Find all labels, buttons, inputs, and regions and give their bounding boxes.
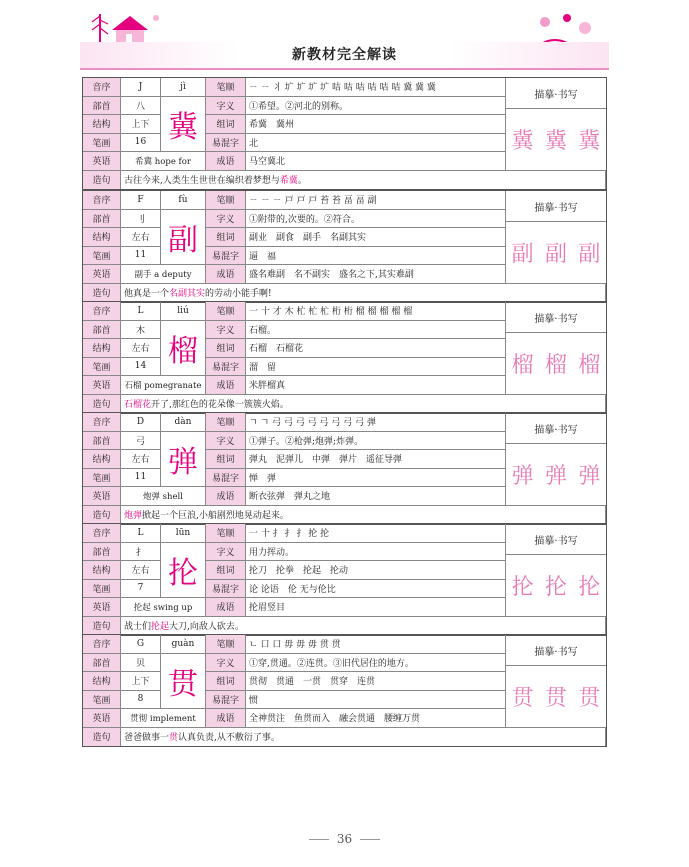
- structure-label: 结构: [83, 561, 121, 580]
- trace-character: 弹: [511, 463, 534, 489]
- english-label: 英语: [83, 265, 121, 284]
- character-entry: [82, 412, 607, 525]
- confusable-label: 易混字: [206, 469, 246, 488]
- sentence-text: 。: [297, 176, 307, 187]
- sentence-value: [121, 728, 606, 747]
- page-number-text: 36: [336, 832, 353, 846]
- character-entry: [82, 634, 607, 747]
- trace-title: 描摹·书写: [506, 78, 606, 109]
- trace-character: 抡: [511, 574, 534, 600]
- confusable-label: 易混字: [206, 580, 246, 599]
- confusable-label: 易混字: [206, 358, 246, 377]
- sentence-highlight: 抡起: [151, 622, 170, 633]
- idiom-label: 成语: [206, 265, 246, 284]
- words-label: 组词: [206, 115, 246, 134]
- idiom-value: 全神贯注 鱼贯而入 融会贯通 腰缠万贯: [246, 709, 506, 728]
- words-value: 抡刀 抡拳 抡起 抡动: [246, 561, 506, 580]
- meaning-value: 用力挥动。: [246, 543, 506, 562]
- trace-characters: [506, 222, 606, 283]
- big-character: 副: [161, 210, 206, 266]
- trace-character: 抡: [544, 574, 567, 600]
- structure-value: 上下: [121, 115, 161, 134]
- radical-label: 部首: [83, 321, 121, 340]
- trace-title: 描摹·书写: [506, 635, 606, 666]
- idiom-value: 米胖榴真: [246, 376, 506, 395]
- english-value: 希冀 hope for: [121, 152, 206, 171]
- strokes-value: 16: [121, 134, 161, 153]
- stroke-order-label: 笔顺: [206, 635, 246, 654]
- words-label: 组词: [206, 561, 246, 580]
- radical-value: 贝: [121, 654, 161, 673]
- words-label: 组词: [206, 228, 246, 247]
- words-value: 石榴 石榴花: [246, 339, 506, 358]
- meaning-value: ①附带的,次要的。②符合。: [246, 210, 506, 229]
- structure-value: 左右: [121, 450, 161, 469]
- english-label: 英语: [83, 709, 121, 728]
- confusable-label: 易混字: [206, 691, 246, 710]
- sentence-label: 造句: [83, 171, 121, 190]
- radical-value: 木: [121, 321, 161, 340]
- sentence-text: 的劳动小能手啊!: [205, 289, 272, 300]
- radical-value: 刂: [121, 210, 161, 229]
- confusable-value: 北: [246, 134, 506, 153]
- pinyin-value: lūn: [161, 524, 206, 543]
- radical-label: 部首: [83, 432, 121, 451]
- character-entry: [82, 77, 607, 190]
- meaning-label: 字义: [206, 210, 246, 229]
- pinyin-value: fù: [161, 191, 206, 210]
- trace-title: 描摹·书写: [506, 524, 606, 555]
- trace-character: 弹: [544, 463, 567, 489]
- structure-label: 结构: [83, 339, 121, 358]
- big-character: 弹: [161, 432, 206, 488]
- confusable-value: 逼 福: [246, 247, 506, 266]
- stroke-order-label: 笔顺: [206, 78, 246, 97]
- words-value: 弹丸 泥弹儿 中弹 弹片 遥征导弹: [246, 450, 506, 469]
- sentence-text: 认真负责,从不敷衍了事。: [178, 733, 280, 744]
- big-character: 抡: [161, 543, 206, 599]
- trace-box: [506, 191, 606, 284]
- meaning-value: ①穿,贯通。②连贯。③旧代居住的地方。: [246, 654, 506, 673]
- confusable-value: 惮 弹: [246, 469, 506, 488]
- words-value: 贯彻 贯通 一贯 贯穿 连贯: [246, 672, 506, 691]
- trace-box: [506, 302, 606, 395]
- trace-character: 弹: [578, 463, 601, 489]
- sentence-value: [121, 395, 606, 414]
- english-value: 炮弹 shell: [121, 487, 206, 506]
- structure-value: 左右: [121, 561, 161, 580]
- order-value: D: [121, 413, 161, 432]
- sentence-text: 古往今来,人类生生世世在编织着梦想与: [124, 176, 280, 187]
- trace-characters: [506, 555, 606, 616]
- sentence-text: 他真是一个: [124, 289, 170, 300]
- sentence-label: 造句: [83, 617, 121, 636]
- radical-value: 扌: [121, 543, 161, 562]
- idiom-label: 成语: [206, 152, 246, 171]
- order-value: G: [121, 635, 161, 654]
- page-header: [0, 0, 689, 74]
- sentence-value: [121, 284, 606, 303]
- page-number: [0, 832, 689, 846]
- big-character: 榴: [161, 321, 206, 377]
- meaning-value: 石榴。: [246, 321, 506, 340]
- strokes-label: 笔画: [83, 134, 121, 153]
- sentence-highlight: 希冀: [279, 176, 298, 187]
- meaning-label: 字义: [206, 654, 246, 673]
- sentence-text: 爸爸做事一: [124, 733, 170, 744]
- stroke-order-value: 一 十 才 木 杧 杧 杧 桁 桁 榴 榴 榴 榴 榴: [246, 302, 506, 321]
- page-title: 新教材完全解读: [292, 47, 397, 63]
- words-label: 组词: [206, 450, 246, 469]
- radical-label: 部首: [83, 210, 121, 229]
- stroke-order-value: ㄧ ㄧ 丬 圹 圹 圹 圹 咭 咭 咭 咭 咭 咭 冀 冀 冀: [246, 78, 506, 97]
- english-value: 抡起 swing up: [121, 598, 206, 617]
- character-entry: [82, 190, 607, 303]
- trace-character: 副: [511, 241, 534, 267]
- trace-character: 贯: [578, 685, 601, 711]
- trace-title: 描摹·书写: [506, 302, 606, 333]
- stroke-order-value: ㄱ ㄱ 弓 弓 弓 弓 弓 弓 弓 弓 弹: [246, 413, 506, 432]
- sentence-value: [121, 617, 606, 636]
- trace-box: [506, 524, 606, 617]
- structure-value: 左右: [121, 339, 161, 358]
- structure-label: 结构: [83, 115, 121, 134]
- structure-label: 结构: [83, 228, 121, 247]
- confusable-value: 溜 留: [246, 358, 506, 377]
- trace-character: 榴: [544, 352, 567, 378]
- stroke-order-label: 笔顺: [206, 191, 246, 210]
- trace-character: 贯: [544, 685, 567, 711]
- trace-character: 榴: [511, 352, 534, 378]
- pinyin-value: dàn: [161, 413, 206, 432]
- idiom-label: 成语: [206, 487, 246, 506]
- strokes-label: 笔画: [83, 247, 121, 266]
- order-label: 音序: [83, 413, 121, 432]
- trace-box: [506, 413, 606, 506]
- strokes-label: 笔画: [83, 469, 121, 488]
- english-label: 英语: [83, 487, 121, 506]
- order-label: 音序: [83, 302, 121, 321]
- sentence-label: 造句: [83, 506, 121, 525]
- order-value: J: [121, 78, 161, 97]
- sentence-text: 大刀,向敌人砍去。: [169, 622, 244, 633]
- structure-label: 结构: [83, 450, 121, 469]
- trace-character: 副: [578, 241, 601, 267]
- strokes-label: 笔画: [83, 691, 121, 710]
- order-label: 音序: [83, 191, 121, 210]
- confusable-value: 论 论语 伦 无与伦比: [246, 580, 506, 599]
- strokes-value: 11: [121, 247, 161, 266]
- big-character: 贯: [161, 654, 206, 710]
- confusable-label: 易混字: [206, 134, 246, 153]
- trace-box: [506, 78, 606, 171]
- english-value: 石榴 pomegranate: [121, 376, 206, 395]
- order-label: 音序: [83, 524, 121, 543]
- english-value: 副手 a deputy: [121, 265, 206, 284]
- radical-label: 部首: [83, 654, 121, 673]
- sentence-label: 造句: [83, 728, 121, 747]
- trace-character: 冀: [578, 128, 601, 154]
- big-character: 冀: [161, 97, 206, 153]
- words-label: 组词: [206, 672, 246, 691]
- english-label: 英语: [83, 376, 121, 395]
- stroke-order-label: 笔顺: [206, 302, 246, 321]
- idiom-label: 成语: [206, 376, 246, 395]
- radical-label: 部首: [83, 543, 121, 562]
- trace-characters: [506, 333, 606, 394]
- sentence-value: [121, 171, 606, 190]
- radical-value: 弓: [121, 432, 161, 451]
- order-label: 音序: [83, 78, 121, 97]
- idiom-value: 盛名难副 名不副实 盛名之下,其实难副: [246, 265, 506, 284]
- strokes-label: 笔画: [83, 358, 121, 377]
- confusable-label: 易混字: [206, 247, 246, 266]
- stroke-order-value: 一 十 扌 扌 扌 抡 抡: [246, 524, 506, 543]
- trace-characters: [506, 109, 606, 170]
- trace-character: 榴: [578, 352, 601, 378]
- character-entry: [82, 523, 607, 636]
- stroke-order-label: 笔顺: [206, 524, 246, 543]
- trace-characters: [506, 444, 606, 505]
- structure-value: 左右: [121, 228, 161, 247]
- sentence-highlight: 炮弹: [124, 511, 143, 522]
- words-value: 副业 副食 副手 名副其实: [246, 228, 506, 247]
- sentence-label: 造句: [83, 284, 121, 303]
- sentence-highlight: 贯: [169, 733, 179, 744]
- strokes-value: 11: [121, 469, 161, 488]
- idiom-value: 马空冀北: [246, 152, 506, 171]
- idiom-value: 抡眉竖目: [246, 598, 506, 617]
- pinyin-value: jì: [161, 78, 206, 97]
- confusable-value: 惯: [246, 691, 506, 710]
- sentence-text: 开了,那红色的花朵像一簇簇火焰。: [151, 400, 289, 411]
- radical-value: 八: [121, 97, 161, 116]
- english-label: 英语: [83, 152, 121, 171]
- strokes-value: 8: [121, 691, 161, 710]
- sentence-highlight: 名副其实: [169, 289, 206, 300]
- trace-characters: [506, 666, 606, 727]
- meaning-value: ①希望。②河北的别称。: [246, 97, 506, 116]
- meaning-label: 字义: [206, 432, 246, 451]
- stroke-order-label: 笔顺: [206, 413, 246, 432]
- idiom-value: 断衣弦弹 弹丸之地: [246, 487, 506, 506]
- order-value: L: [121, 524, 161, 543]
- character-entry: [82, 301, 607, 414]
- sentence-label: 造句: [83, 395, 121, 414]
- stroke-order-value: ㄧ ㄧ ㄧ 戸 戸 戸 苔 苔 畐 畐 副: [246, 191, 506, 210]
- idiom-label: 成语: [206, 709, 246, 728]
- order-label: 音序: [83, 635, 121, 654]
- trace-title: 描摹·书写: [506, 191, 606, 222]
- strokes-label: 笔画: [83, 580, 121, 599]
- english-value: 贯彻 implement: [121, 709, 206, 728]
- meaning-label: 字义: [206, 97, 246, 116]
- structure-value: 上下: [121, 672, 161, 691]
- idiom-label: 成语: [206, 598, 246, 617]
- meaning-value: ①弹子。②枪弹;炮弹;炸弹。: [246, 432, 506, 451]
- trace-character: 冀: [544, 128, 567, 154]
- order-value: F: [121, 191, 161, 210]
- strokes-value: 14: [121, 358, 161, 377]
- trace-character: 抡: [578, 574, 601, 600]
- trace-character: 副: [544, 241, 567, 267]
- order-value: L: [121, 302, 161, 321]
- meaning-label: 字义: [206, 321, 246, 340]
- trace-character: 贯: [511, 685, 534, 711]
- strokes-value: 7: [121, 580, 161, 599]
- trace-title: 描摹·书写: [506, 413, 606, 444]
- sentence-highlight: 石榴花: [124, 400, 152, 411]
- pinyin-value: liú: [161, 302, 206, 321]
- trace-box: [506, 635, 606, 728]
- trace-character: 冀: [511, 128, 534, 154]
- words-label: 组词: [206, 339, 246, 358]
- pinyin-value: guàn: [161, 635, 206, 654]
- sentence-value: [121, 506, 606, 525]
- sentence-text: 掀起一个巨浪,小船剧烈地晃动起来。: [142, 511, 289, 522]
- structure-label: 结构: [83, 672, 121, 691]
- radical-label: 部首: [83, 97, 121, 116]
- words-value: 希冀 冀州: [246, 115, 506, 134]
- meaning-label: 字义: [206, 543, 246, 562]
- english-label: 英语: [83, 598, 121, 617]
- sentence-text: 战士们: [124, 622, 152, 633]
- stroke-order-value: ㄴ 口 口 毋 毋 毋 贯 贯: [246, 635, 506, 654]
